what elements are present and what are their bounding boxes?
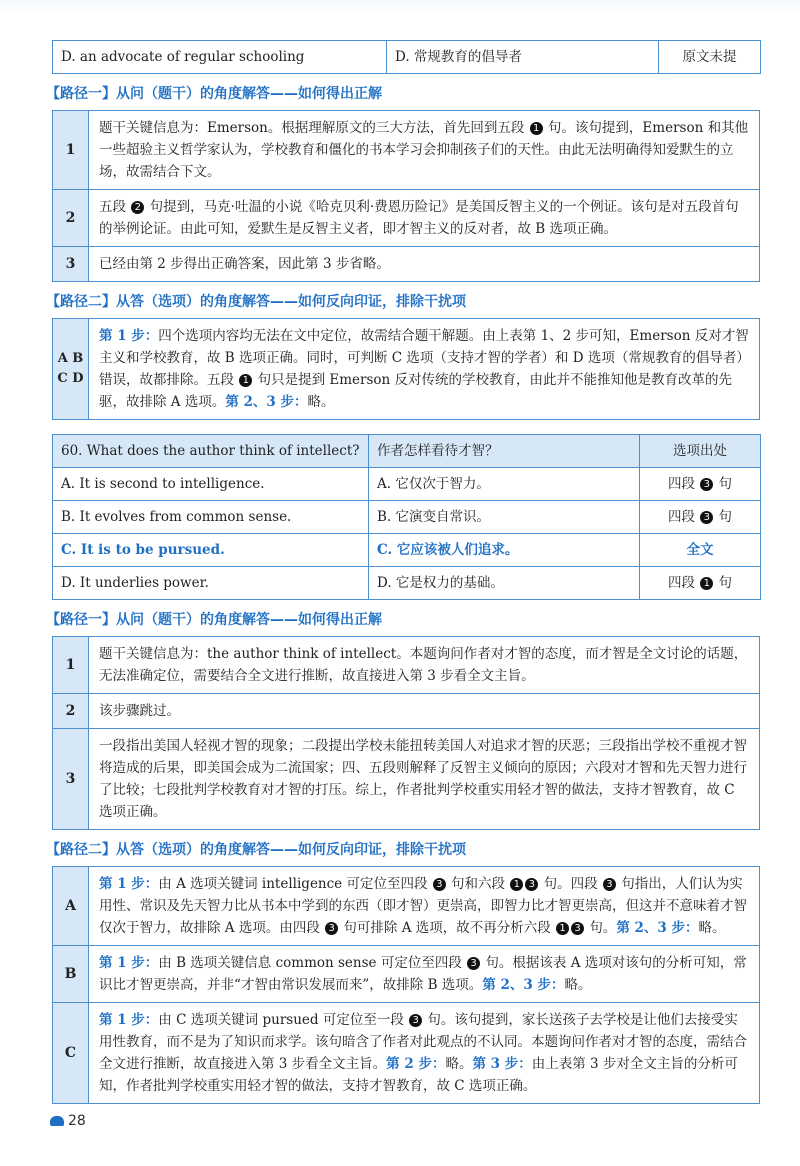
sentence-number-icon: 1 xyxy=(239,374,252,387)
step-text: 已经由第 2 步得出正确答案，因此第 3 步省略。 xyxy=(89,247,760,282)
table-row xyxy=(53,501,761,534)
table-row xyxy=(53,111,760,190)
table-row xyxy=(53,637,760,694)
table-row xyxy=(53,247,760,282)
table-row xyxy=(53,946,760,1003)
step-body: 略。 xyxy=(564,977,592,993)
page-content xyxy=(46,40,760,1104)
table-row xyxy=(53,319,760,420)
step-label: 第 1 步： xyxy=(99,328,159,344)
step-label: 第 1 步： xyxy=(99,876,159,892)
sentence-number-icon: 3 xyxy=(700,478,713,491)
option-zh: D. 它是权力的基础。 xyxy=(369,567,640,600)
option-label: A xyxy=(53,867,89,946)
sentence-number-icon: 2 xyxy=(131,201,144,214)
step-text: 题干关键信息为：Emerson。根据理解原文的三大方法，首先回到五段 1 句。该句提到，Emerson 和其他一些超验主义哲学家认为，学校教育和僵化的书本学习会抑制孩子们的天性。由此无法明确得知爱默生的立场，故需结合下文。 xyxy=(89,111,760,190)
sentence-number-icon: 3 xyxy=(700,511,713,524)
step-body: 略。 xyxy=(445,1056,473,1072)
step-number: 3 xyxy=(53,247,89,282)
sentence-number-icon: 3 xyxy=(325,922,338,935)
option-zh-correct: C. 它应该被人们追求。 xyxy=(369,534,640,567)
step-label: 第 3 步： xyxy=(472,1056,532,1072)
page-number: 28 xyxy=(68,1113,86,1129)
option-zh: B. 它演变自常识。 xyxy=(369,501,640,534)
step-label: 第 2 步： xyxy=(386,1056,446,1072)
step-body: 由上表第 3 步对全文主旨的分析可知，作者批判学校重实用轻才智的做法，支持才智教育，故 C 选项正确。 xyxy=(99,1056,738,1094)
sentence-number-icon: 1 xyxy=(510,878,523,891)
step-body: 四个选项内容均无法在文中定位，故需结合题干解题。由上表第 1、2 步可知，Emerson 反对才智主义和学校教育，故 B 选项正确。同时，可判断 C 选项（支持才智的学者）和 D 选项（常规教育的倡导者）错误，故都排除。五段 1 句只是提到 Emerson 反对传统的学校教育，由此并不能推知他是教育改革的先驱，故排除 A 选项。 xyxy=(99,328,749,410)
step-body: 略。 xyxy=(698,920,726,936)
path2-title: 【路径二】从答（选项）的角度解答——如何反向印证，排除干扰项 xyxy=(46,294,466,310)
table-row xyxy=(53,534,761,567)
option-en: D. an advocate of regular schooling xyxy=(53,41,387,74)
sentence-number-icon: 3 xyxy=(571,922,584,935)
step-text xyxy=(89,946,760,1003)
sentence-number-icon: 3 xyxy=(433,878,446,891)
option-zh: D. 常规教育的倡导者 xyxy=(387,41,659,74)
table-row xyxy=(53,1003,760,1104)
q59-path2-table xyxy=(52,318,760,420)
table-row xyxy=(53,468,761,501)
option-en-correct: C. It is to be pursued. xyxy=(53,534,369,567)
book-icon xyxy=(50,1116,64,1126)
step-text: 题干关键信息为：the author think of intellect。本题询问作者对才智的态度，而才智是全文讨论的话题，无法准确定位，需要结合全文进行推断，故直接进入第 3 步看全文主旨。 xyxy=(89,637,760,694)
option-source: 四段 3 句 xyxy=(640,501,761,534)
source-header: 选项出处 xyxy=(640,435,761,468)
q60-path1-table xyxy=(52,636,760,830)
step-number: 1 xyxy=(53,111,89,190)
path1-title: 【路径一】从问（题干）的角度解答——如何得出正解 xyxy=(46,612,382,628)
question-text-zh: 作者怎样看待才智？ xyxy=(369,435,640,468)
step-body: 由 C 选项关键词 pursued 可定位至一段 3 句。该句提到，家长送孩子去学校是让他们去接受实用性教育，而不是为了知识而求学。该句暗含了作者对此观点的不认同。本题询问作者对才智的态度，需结合全文进行推断，故直接进入第 3 步看全文主旨。 xyxy=(99,1012,747,1072)
sentence-number-icon: 3 xyxy=(467,957,480,970)
option-source-correct: 全文 xyxy=(640,534,761,567)
page-footer xyxy=(50,1113,86,1129)
table-row xyxy=(53,41,761,74)
step-number: 3 xyxy=(53,729,89,830)
options-label: A B C D xyxy=(53,319,89,420)
step-body: 由 A 选项关键词 intelligence 可定位至四段 3 句和六段 1 3 句。四段 3 句指出，人们认为实用性、常识及先天智力比从书本中学到的东西（即才智）更崇高，即智力比才智更崇高，但这并不意味着才智仅次于智力，故排除 A 选项。由四段 3 句可排除 A 选项，故不再分析六段 1 3 句。 xyxy=(99,876,747,936)
table-row xyxy=(53,567,761,600)
step-number: 2 xyxy=(53,190,89,247)
step-text xyxy=(89,867,760,946)
step-text: 一段指出美国人轻视才智的现象；二段提出学校未能扭转美国人对追求才智的厌恶；三段指出学校不重视才智将造成的后果，即美国会成为二流国家；四、五段则解释了反智主义倾向的原因；六段对才智和先天智力进行了比较；七段批判学校教育对才智的打压。综上，作者批判学校重实用轻才智的做法，支持才智教育，故 C 选项正确。 xyxy=(89,729,760,830)
step-label: 第 1 步： xyxy=(99,1012,159,1028)
sentence-number-icon: 3 xyxy=(525,878,538,891)
option-label: C xyxy=(53,1003,89,1104)
step-label: 第 2、3 步： xyxy=(616,920,699,936)
top-band xyxy=(0,0,800,16)
path1-title: 【路径一】从问（题干）的角度解答——如何得出正解 xyxy=(46,86,382,102)
step-text xyxy=(89,319,760,420)
q60-options-table xyxy=(52,434,761,600)
step-text xyxy=(89,1003,760,1104)
option-en: A. It is second to intelligence. xyxy=(53,468,369,501)
step-text: 五段 2 句提到，马克·吐温的小说《哈克贝利·费恩历险记》是美国反智主义的一个例证。该句是对五段首句的举例论证。由此可知，爱默生是反智主义者，即才智主义的反对者，故 B 选项正确。 xyxy=(89,190,760,247)
step-body: 由 B 选项关键信息 common sense 可定位至四段 3 句。根据该表 A 选项对该句的分析可知，常识比才智更崇高，并非“才智由常识发展而来”，故排除 B 选项。 xyxy=(99,955,747,993)
question-text: 60. What does the author think of intellect? xyxy=(53,435,369,468)
table-row xyxy=(53,867,760,946)
option-source: 四段 3 句 xyxy=(640,468,761,501)
q59-path1-table xyxy=(52,110,760,282)
step-number: 2 xyxy=(53,694,89,729)
step-label: 第 1 步： xyxy=(99,955,159,971)
option-zh: A. 它仅次于智力。 xyxy=(369,468,640,501)
sentence-number-icon: 1 xyxy=(700,577,713,590)
option-en: B. It evolves from common sense. xyxy=(53,501,369,534)
sentence-number-icon: 1 xyxy=(556,922,569,935)
option-label: B xyxy=(53,946,89,1003)
step-label: 第 2、3 步： xyxy=(225,394,308,410)
option-source: 四段 1 句 xyxy=(640,567,761,600)
step-body: 略。 xyxy=(307,394,335,410)
sentence-number-icon: 1 xyxy=(530,122,543,135)
option-source: 原文未提 xyxy=(659,41,761,74)
q59-option-d-table xyxy=(52,40,761,74)
table-row xyxy=(53,694,760,729)
sentence-number-icon: 3 xyxy=(409,1014,422,1027)
q60-path2-table xyxy=(52,866,760,1104)
step-text: 该步骤跳过。 xyxy=(89,694,760,729)
sentence-number-icon: 3 xyxy=(603,878,616,891)
table-row xyxy=(53,729,760,830)
path2-title: 【路径二】从答（选项）的角度解答——如何反向印证，排除干扰项 xyxy=(46,842,466,858)
step-number: 1 xyxy=(53,637,89,694)
option-en: D. It underlies power. xyxy=(53,567,369,600)
table-header-row xyxy=(53,435,761,468)
table-row xyxy=(53,190,760,247)
step-label: 第 2、3 步： xyxy=(482,977,565,993)
